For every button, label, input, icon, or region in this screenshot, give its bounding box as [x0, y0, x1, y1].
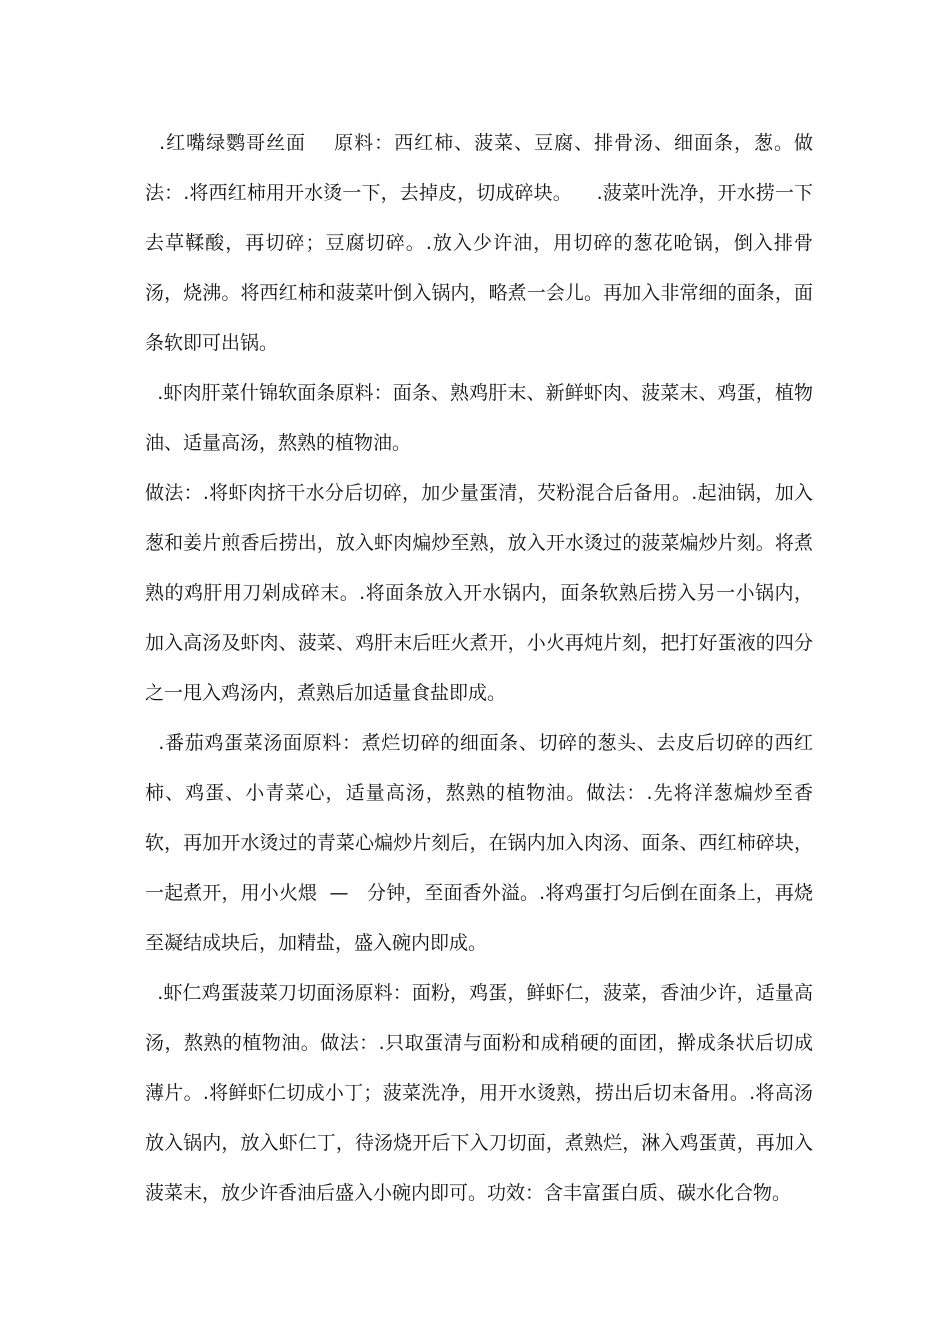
recipe-paragraph-3: 做法：.将虾肉挤干水分后切碎，加少量蛋清，芡粉混合后备用。.起油锅，加入葱和姜片煎香后捞出，放入虾肉煸炒至熟，放入开水烫过的菠菜煸炒片刻。将煮熟的鸡肝用刀剁成碎末。.将面条放入开水锅内，面条软熟后捞入另一小锅内，加入高汤及虾肉、菠菜、鸡肝末后旺火煮开，小火再炖片刻，把打好蛋液的四分之一甩入鸡汤内，煮熟后加适量食盐即成。 [145, 482, 813, 704]
recipe-paragraph-4: .番茄鸡蛋菜汤面原料：煮烂切碎的细面条、切碎的葱头、去皮后切碎的西红柿、鸡蛋、小青菜心，适量高汤，熬熟的植物油。做法：.先将洋葱煸炒至香软，再加开水烫过的青菜心煸炒片刻后，在锅内加入肉汤、面条、西红柿碎块，一起煮开，用小火煨 — 分钟，至面香外溢。.将鸡蛋打匀后倒在面条上，再烧至凝结成块后，加精盐，盛入碗内即成。 [145, 732, 813, 954]
document-page [145, 118, 813, 1218]
recipe-paragraph-2: .虾肉肝菜什锦软面条原料：面条、熟鸡肝末、新鲜虾肉、菠菜末、鸡蛋，植物油、适量高汤，熬熟的植物油。 [145, 382, 813, 454]
recipe-paragraph-1: .红嘴绿鹦哥丝面 原料：西红柿、菠菜、豆腐、排骨汤、细面条，葱。做法：.将西红柿用开水烫一下，去掉皮，切成碎块。 .菠菜叶洗净，开水捞一下去草鞣酸，再切碎；豆腐切碎。.放入少许油，用切碎的葱花呛锅，倒入排骨汤，烧沸。将西红柿和菠菜叶倒入锅内，略煮一会儿。再加入非常细的面条，面条软即可出锅。 [145, 132, 813, 354]
recipe-paragraph-5: .虾仁鸡蛋菠菜刀切面汤原料：面粉，鸡蛋，鲜虾仁，菠菜，香油少许，适量高汤，熬熟的植物油。做法：.只取蛋清与面粉和成稍硬的面团，擀成条状后切成薄片。.将鲜虾仁切成小丁；菠菜洗净，用开水烫熟，捞出后切末备用。.将高汤放入锅内，放入虾仁丁，待汤烧开后下入刀切面，煮熟烂，淋入鸡蛋黄，再加入菠菜末，放少许香油后盛入小碗内即可。功效：含丰富蛋白质、碳水化合物。 [145, 982, 813, 1204]
